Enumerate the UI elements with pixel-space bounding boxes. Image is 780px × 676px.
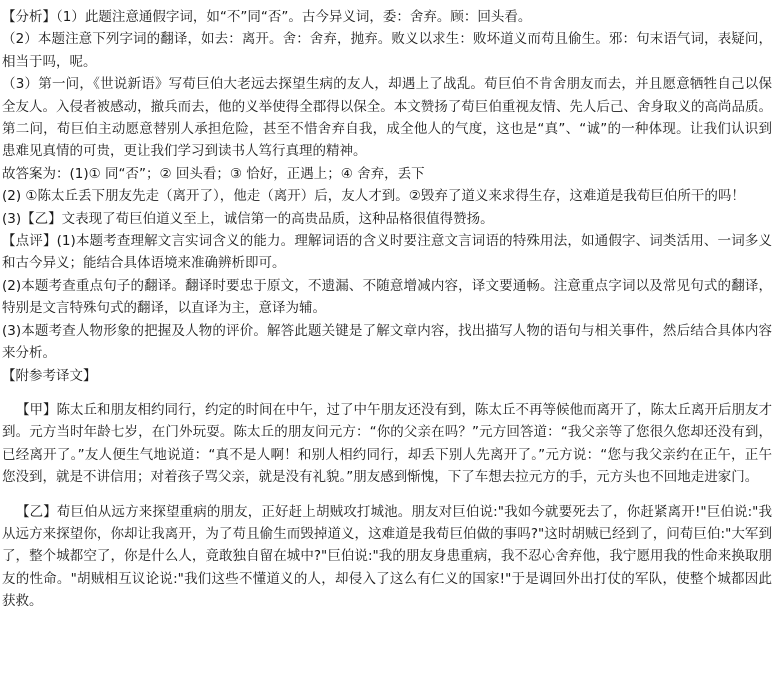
translation-yi-paragraph: 【乙】荀巨伯从远方来探望重病的朋友，正好赶上胡贼攻打城池。朋友对巨伯说:"我如今就要死去了，你赶紧离开!"巨伯说:"我从远方来探望你，你却让我离开，为了苟且偷生而毁掉道义，这难道是我荀巨伯做的事吗?"这时胡贼已经到了，问荀巨伯:"大军到了，整个城都空了，你是什么人，竟敢独自留在城中?"巨伯说:"我的朋友身患重病，我不忍心舍弃他，我宁愿用我的性命来换取朋友的性命。"胡贼相互议论说:"我们这些不懂道义的人，却侵入了这么有仁义的国家!"于是调回外出打仗的军队，使整个城都因此获救。 [2, 503, 772, 610]
answer-2-paragraph: (2) ①陈太丘丢下朋友先走（离开了），他走（离开）后，友人才到。②毁弃了道义来求得生存，这难道是我荀巨伯所干的吗！ [2, 188, 745, 205]
analysis-part-2-paragraph: （2）本题注意下列字词的翻译，如去：离开。舍：舍弃，抛弃。败义以求生：败坏道义而苟且偷生。邪：句末语气词，表疑问，相当于吗，呢。 [2, 31, 772, 70]
comment-1-paragraph: 【点评】(1)本题考查理解文言实词含义的能力。理解词语的含义时要注意文言词语的特殊用法，如通假字、词类活用、一词多义和古今异义；能结合具体语境来准确辨析即可。 [2, 233, 772, 272]
analysis-part-3-paragraph: （3）第一问，《世说新语》写荀巨伯大老远去探望生病的友人，却遇上了战乱。荀巨伯不肯舍朋友而去，并且愿意牺牲自己以保全友人。入侵者被感动，撤兵而去，他的义举使得全郡得以保全。本文赞扬了荀巨伯重视友情、先人后己、舍身取义的高尚品质。第二问，荀巨伯主动愿意替别人承担危险，甚至不惜舍弃自我，成全他人的气度，这也是“真”、“诚”的一种体现。让我们认识到患难见真情的可贵，更让我们学习到读书人笃行真理的精神。 [2, 76, 772, 160]
analysis-heading-paragraph: 【分析】（1）此题注意通假字词，如“不”同“否”。古今异义词，委：舍弃。顾：回头看。 [2, 9, 532, 25]
translation-heading: 【附参考译文】 [2, 367, 97, 384]
comment-2-paragraph: (2)本题考查重点句子的翻译。翻译时要忠于原文，不遗漏、不随意增减内容，译文要通畅。注意重点字词以及常见句式的翻译，特别是文言特殊句式的翻译，以直译为主，意译为辅。 [2, 277, 772, 317]
answer-3-paragraph: (3)【乙】文表现了荀巨伯道义至上，诚信第一的高贵品质，这种品格很值得赞扬。 [2, 210, 494, 227]
answer-1-paragraph: 故答案为：(1)① 同“否”；② 回头看；③ 恰好，正遇上；④ 舍弃，丢下 [2, 165, 425, 182]
translation-jia-paragraph: 【甲】陈太丘和朋友相约同行，约定的时间在中午，过了中午朋友还没有到，陈太丘不再等候他而离开了，陈太丘离开后朋友才到。元方当时年龄七岁，在门外玩耍。陈太丘的朋友问元方：“你的父亲在吗？”元方回答道：“我父亲等了您很久您却还没有到，已经离开了。”友人便生气地说道：“真不是人啊！和别人相约同行，却丢下别人先离开了。”元方说：“您与我父亲约在正午，正午您没到，就是不讲信用；对着孩子骂父亲，就是没有礼貌。”朋友感到惭愧，下了车想去拉元方的手，元方头也不回地走进家门。 [2, 401, 772, 486]
comment-3-paragraph: (3)本题考查人物形象的把握及人物的评价。解答此题关键是了解文章内容，找出描写人物的语句与相关事件，然后结合具体内容来分析。 [2, 322, 772, 362]
